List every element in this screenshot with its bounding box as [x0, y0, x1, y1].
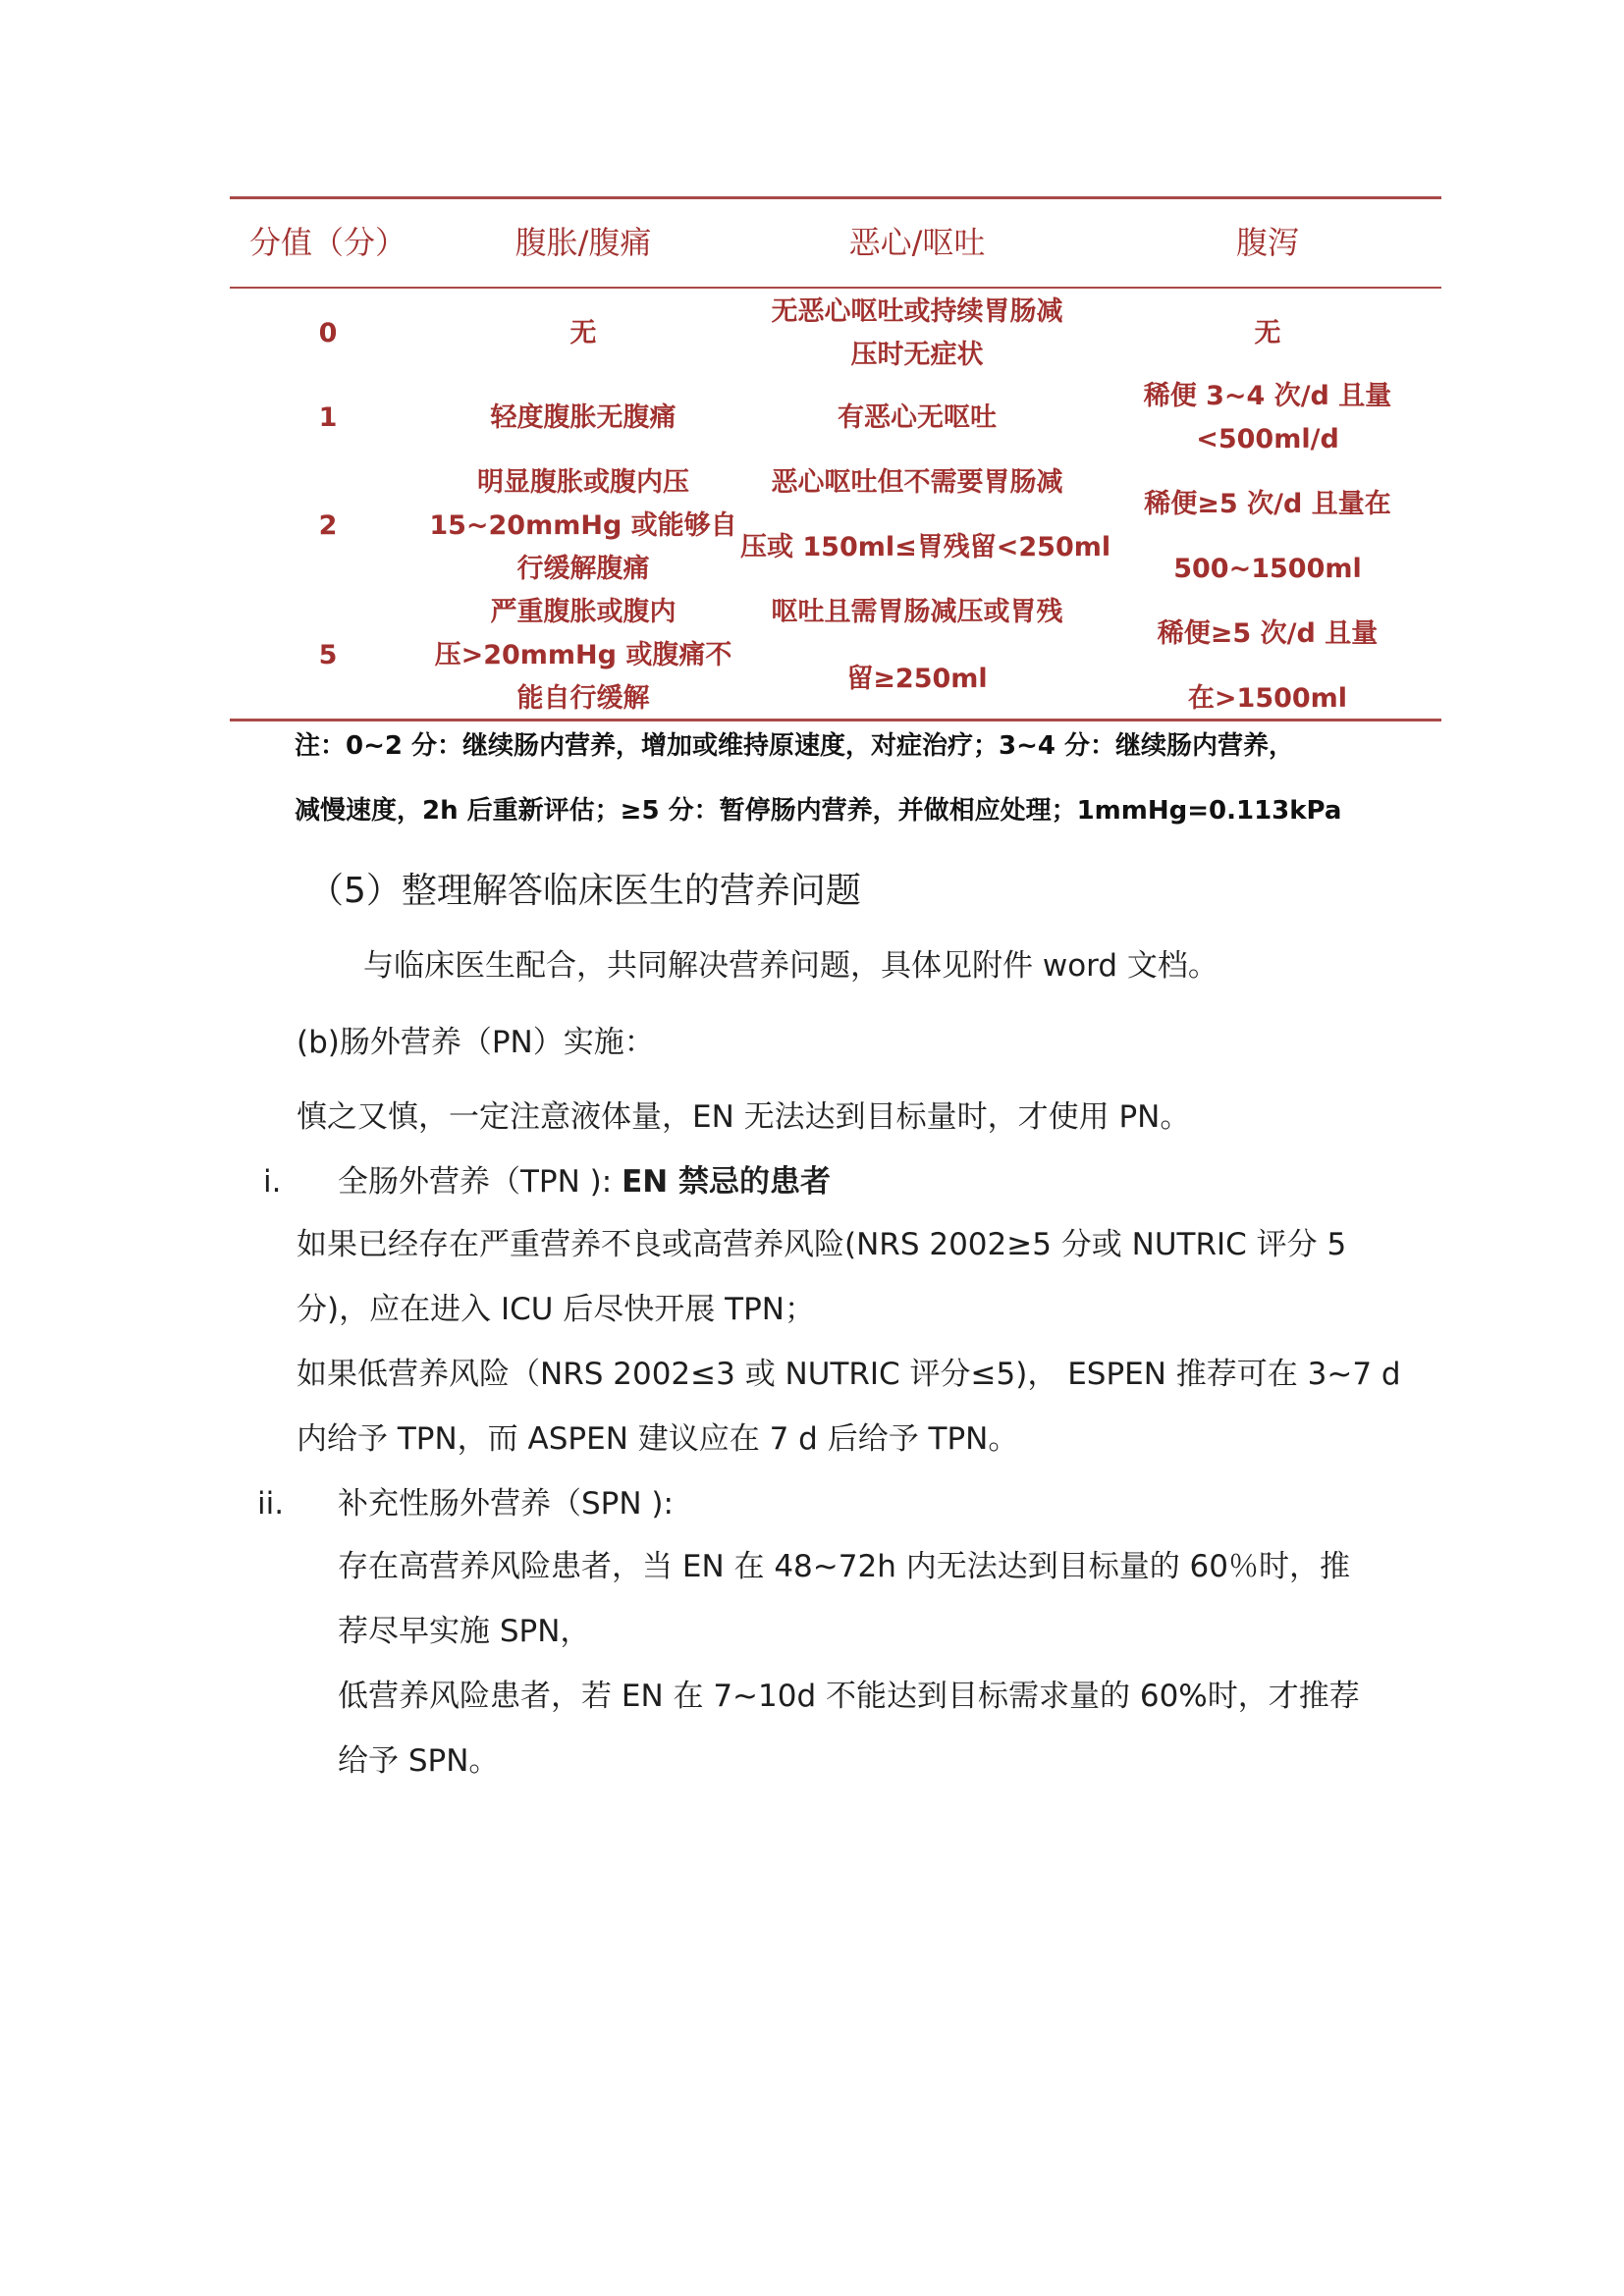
cell-bloating: 压>20mmHg 或腹痛不: [434, 640, 732, 670]
section-b-heading: (b)肠外营养（PN）实施：: [297, 1025, 655, 1060]
cell-bloating: 严重腹胀或腹内: [490, 597, 677, 627]
header-nausea: 恶心/呕吐: [848, 224, 986, 261]
list-item-line: 低营养风险患者，若 EN 在 7~10d 不能达到目标需求量的 60%时，才推荐: [338, 1679, 1360, 1714]
cell-nausea: 呕吐且需胃肠减压或胃残: [771, 597, 1063, 627]
cell-bloating: 轻度腹胀无腹痛: [490, 402, 677, 433]
list-item-line: 如果低营养风险（NRS 2002≤3 或 NUTRIC 评分≤5)， ESPEN 推荐可在 3~7 d: [297, 1357, 1401, 1392]
cell-bloating: 15~20mmHg 或能够自: [429, 510, 737, 541]
cell-diarrhea: 在>1500ml: [1187, 683, 1348, 714]
header-score: 分值（分）: [248, 224, 406, 261]
section-5-heading: （5）整理解答临床医生的营养问题: [308, 871, 861, 911]
table-note-line: 减慢速度，2h 后重新评估；≥5 分：暂停肠内营养，并做相应处理；1mmHg=0.113kPa: [295, 796, 1342, 826]
cell-nausea: 恶心呕吐但不需要胃肠减: [771, 467, 1063, 498]
cell-score: 1: [318, 402, 338, 433]
cell-nausea: 有恶心无呕吐: [838, 402, 997, 433]
cell-nausea: 留≥250ml: [846, 664, 988, 694]
header-diarrhea: 腹泻: [1235, 224, 1299, 261]
list-item-title-text: 全肠外营养（TPN ):: [338, 1164, 623, 1200]
cell-diarrhea: 稀便 3~4 次/d 且量: [1143, 381, 1392, 411]
list-item-line: 给予 SPN。: [338, 1743, 500, 1779]
cell-bloating: 无: [569, 318, 597, 348]
list-item-line: 内给予 TPN，而 ASPEN 建议应在 7 d 后给予 TPN。: [297, 1421, 1019, 1457]
table-top-rule: [230, 196, 1441, 199]
cell-diarrhea: 稀便≥5 次/d 且量在: [1144, 489, 1391, 519]
cell-diarrhea: 无: [1254, 318, 1281, 348]
section-b-intro: 慎之又慎，一定注意液体量，EN 无法达到目标量时，才使用 PN。: [297, 1099, 1191, 1135]
list-marker: i.: [263, 1164, 282, 1200]
header-bloating: 腹胀/腹痛: [514, 224, 652, 261]
cell-score: 0: [318, 318, 338, 348]
table-header-rule: [230, 287, 1441, 289]
cell-bloating: 明显腹胀或腹内压: [477, 467, 689, 498]
list-item-title: [338, 1160, 831, 1203]
list-item-line: 荐尽早实施 SPN，: [338, 1614, 591, 1649]
list-item-line: 分)，应在进入 ICU 后尽快开展 TPN；: [297, 1292, 815, 1327]
cell-nausea: 压或 150ml≤胃残留<250ml: [740, 532, 1111, 562]
list-item-line: 存在高营养风险患者，当 EN 在 48~72h 内无法达到目标量的 60％时，推: [338, 1549, 1351, 1584]
cell-score: 5: [318, 640, 338, 670]
cell-bloating: 行缓解腹痛: [516, 554, 650, 584]
list-item-line: 如果已经存在严重营养不良或高营养风险(NRS 2002≥5 分或 NUTRIC 评分 5: [297, 1227, 1347, 1262]
cell-diarrhea: 500~1500ml: [1173, 554, 1362, 584]
cell-diarrhea: 稀便≥5 次/d 且量: [1157, 618, 1379, 649]
table-note-line: 注：0~2 分：继续肠内营养，增加或维持原速度，对症治疗；3~4 分：继续肠内营养，: [295, 731, 1295, 761]
list-item-title-bold: EN 禁忌的患者: [622, 1164, 831, 1200]
list-marker: ii.: [257, 1486, 285, 1522]
list-item-title: 补充性肠外营养（SPN ):: [338, 1486, 674, 1522]
cell-score: 2: [318, 510, 338, 541]
cell-diarrhea: <500ml/d: [1196, 424, 1339, 454]
section-5-text: 与临床医生配合，共同解决营养问题，具体见附件 word 文档。: [363, 948, 1218, 984]
cell-nausea: 压时无症状: [850, 340, 984, 370]
cell-bloating: 能自行缓解: [516, 683, 650, 714]
cell-nausea: 无恶心呕吐或持续胃肠减: [771, 296, 1063, 327]
